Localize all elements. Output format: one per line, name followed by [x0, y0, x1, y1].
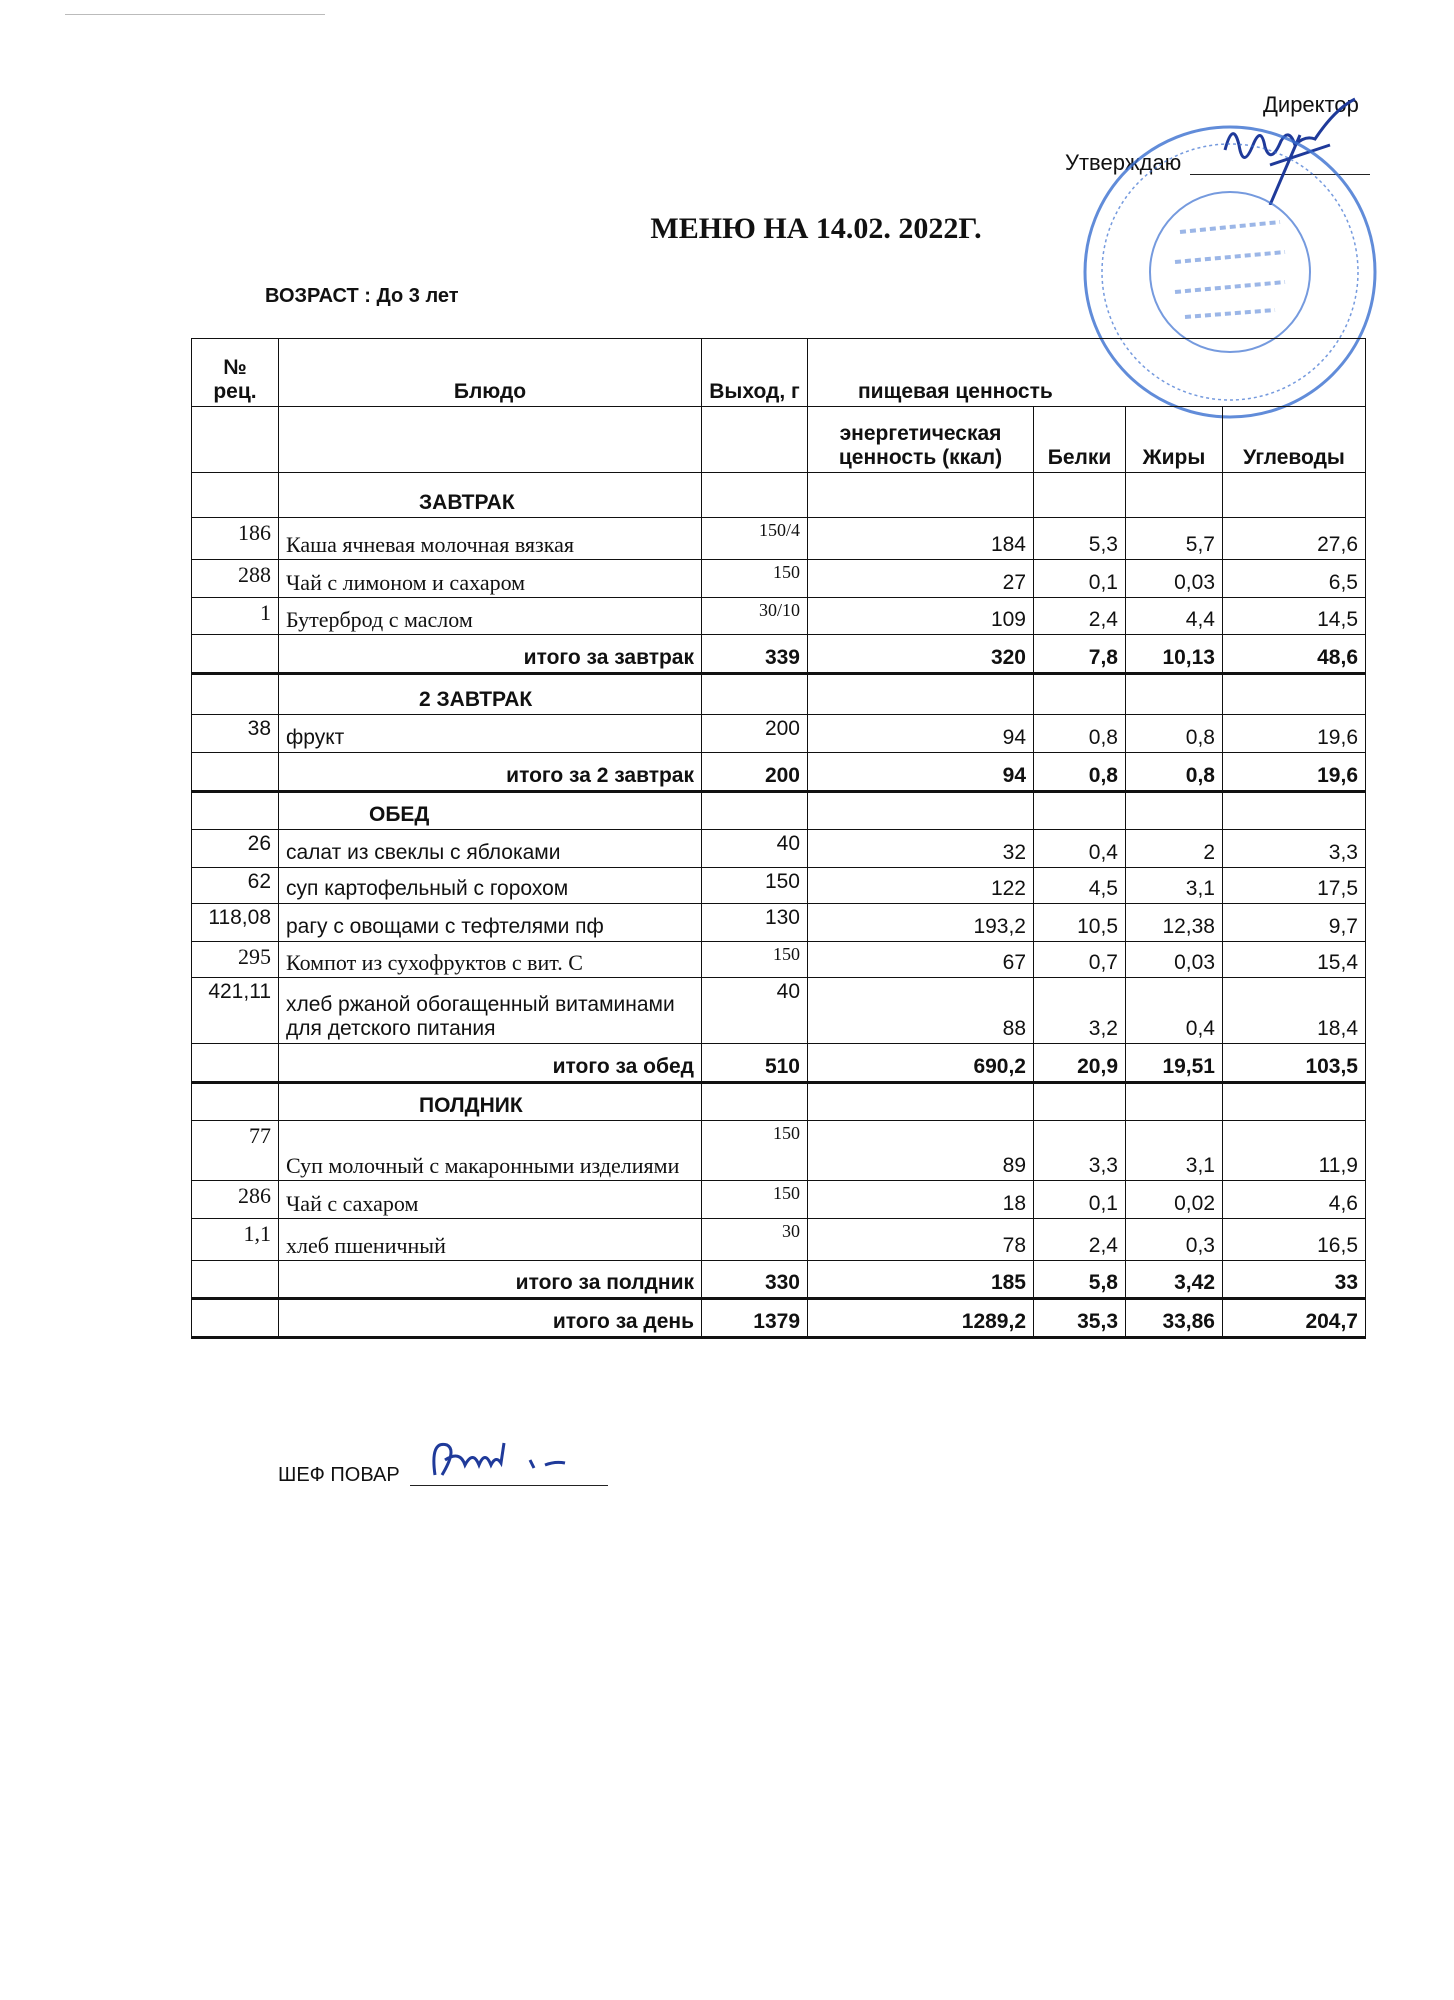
- cell-yield: 30/10: [702, 598, 808, 635]
- cell-yield: [702, 792, 808, 830]
- cell-protein: 2,4: [1034, 598, 1126, 635]
- cell-protein: 2,4: [1034, 1219, 1126, 1261]
- cell-fat: 5,7: [1126, 518, 1223, 560]
- col-fat: Жиры: [1126, 407, 1223, 473]
- cell-recipe-num: [192, 1261, 279, 1299]
- cell-yield: 30: [702, 1219, 808, 1261]
- director-label: Директор: [1263, 92, 1359, 117]
- cell-carbs: 19,6: [1223, 753, 1366, 792]
- cell-carbs: 14,5: [1223, 598, 1366, 635]
- cell-carbs: 11,9: [1223, 1121, 1366, 1181]
- cell-yield: 339: [702, 635, 808, 674]
- cell-dish: рагу с овощами с тефтелями пф: [279, 904, 702, 942]
- cell-protein: [1034, 674, 1126, 715]
- cell-recipe-num: 295: [192, 942, 279, 978]
- cell-carbs: [1223, 674, 1366, 715]
- cell-recipe-num: 286: [192, 1181, 279, 1219]
- scan-edge-line: [65, 14, 325, 15]
- cell-recipe-num: 26: [192, 830, 279, 868]
- cell-yield: 150: [702, 1181, 808, 1219]
- table-row: [192, 715, 1366, 753]
- cell-fat: 0,4: [1126, 978, 1223, 1044]
- cell-protein: 10,5: [1034, 904, 1126, 942]
- cell-protein: 0,8: [1034, 715, 1126, 753]
- cell-yield: 1379: [702, 1299, 808, 1338]
- cell-carbs: 27,6: [1223, 518, 1366, 560]
- cell-yield: 200: [702, 715, 808, 753]
- total-row: [192, 635, 1366, 674]
- table-row: [192, 1121, 1366, 1181]
- cell-fat: 0,03: [1126, 942, 1223, 978]
- cell-protein: 5,3: [1034, 518, 1126, 560]
- cell-carbs: 18,4: [1223, 978, 1366, 1044]
- cell-energy: [808, 473, 1034, 518]
- cell-carbs: 16,5: [1223, 1219, 1366, 1261]
- empty-cell: [192, 407, 279, 473]
- cell-yield: [702, 1083, 808, 1121]
- cell-energy: 193,2: [808, 904, 1034, 942]
- cell-energy: [808, 792, 1034, 830]
- cell-fat: [1126, 1083, 1223, 1121]
- cell-carbs: 15,4: [1223, 942, 1366, 978]
- total-row: [192, 1261, 1366, 1299]
- cell-carbs: 17,5: [1223, 868, 1366, 904]
- cell-fat: 3,42: [1126, 1261, 1223, 1299]
- cell-carbs: 4,6: [1223, 1181, 1366, 1219]
- cell-energy: 27: [808, 560, 1034, 598]
- cell-dish: Суп молочный с макаронными изделиями: [279, 1121, 702, 1181]
- cell-fat: 19,51: [1126, 1044, 1223, 1083]
- cell-yield: 150: [702, 942, 808, 978]
- cell-recipe-num: [192, 1044, 279, 1083]
- cell-recipe-num: 421,11: [192, 978, 279, 1044]
- cell-recipe-num: [192, 792, 279, 830]
- cell-energy: 32: [808, 830, 1034, 868]
- total-row: [192, 1044, 1366, 1083]
- cell-energy: [808, 1083, 1034, 1121]
- cell-recipe-num: [192, 1083, 279, 1121]
- cell-recipe-num: 186: [192, 518, 279, 560]
- cell-recipe-num: 62: [192, 868, 279, 904]
- cell-dish: суп картофельный с горохом: [279, 868, 702, 904]
- cell-protein: [1034, 792, 1126, 830]
- cell-yield: 40: [702, 830, 808, 868]
- section-row: [192, 674, 1366, 715]
- cell-energy: 184: [808, 518, 1034, 560]
- cell-fat: 4,4: [1126, 598, 1223, 635]
- col-dish: Блюдо: [279, 339, 702, 407]
- cell-carbs: 103,5: [1223, 1044, 1366, 1083]
- cell-fat: 12,38: [1126, 904, 1223, 942]
- cell-recipe-num: 38: [192, 715, 279, 753]
- cell-recipe-num: 288: [192, 560, 279, 598]
- cell-dish: Каша ячневая молочная вязкая: [279, 518, 702, 560]
- empty-cell: [702, 407, 808, 473]
- cell-protein: 7,8: [1034, 635, 1126, 674]
- cell-carbs: 33: [1223, 1261, 1366, 1299]
- subheader-row: [192, 407, 1366, 473]
- cell-energy: 122: [808, 868, 1034, 904]
- cell-dish: итого за полдник: [279, 1261, 702, 1299]
- cell-recipe-num: [192, 753, 279, 792]
- cell-fat: [1126, 473, 1223, 518]
- cell-energy: 185: [808, 1261, 1034, 1299]
- table-row: [192, 868, 1366, 904]
- cell-recipe-num: [192, 674, 279, 715]
- cell-dish: итого за 2 завтрак: [279, 753, 702, 792]
- cell-protein: 4,5: [1034, 868, 1126, 904]
- table-row: [192, 1181, 1366, 1219]
- cell-protein: 0,8: [1034, 753, 1126, 792]
- cell-energy: [808, 674, 1034, 715]
- cell-dish: Чай с сахаром: [279, 1181, 702, 1219]
- cell-yield: 510: [702, 1044, 808, 1083]
- cell-fat: [1126, 792, 1223, 830]
- cell-recipe-num: [192, 1299, 279, 1338]
- cell-carbs: 204,7: [1223, 1299, 1366, 1338]
- cell-recipe-num: [192, 635, 279, 674]
- cell-yield: 150: [702, 1121, 808, 1181]
- col-protein: Белки: [1034, 407, 1126, 473]
- cell-protein: [1034, 1083, 1126, 1121]
- chef-label: ШЕФ ПОВАР: [278, 1464, 400, 1486]
- cell-recipe-num: 118,08: [192, 904, 279, 942]
- total-row: [192, 753, 1366, 792]
- table-row: [192, 978, 1366, 1044]
- section-row: [192, 792, 1366, 830]
- cell-fat: 0,02: [1126, 1181, 1223, 1219]
- cell-energy: 109: [808, 598, 1034, 635]
- cell-carbs: 19,6: [1223, 715, 1366, 753]
- cell-carbs: [1223, 473, 1366, 518]
- cell-fat: 0,03: [1126, 560, 1223, 598]
- cell-fat: 0,8: [1126, 753, 1223, 792]
- cell-fat: 3,1: [1126, 1121, 1223, 1181]
- cell-protein: 0,1: [1034, 560, 1126, 598]
- cell-dish: 2 ЗАВТРАК: [279, 674, 702, 715]
- cell-dish: ОБЕД: [279, 792, 702, 830]
- cell-carbs: 9,7: [1223, 904, 1366, 942]
- cell-fat: 33,86: [1126, 1299, 1223, 1338]
- cell-fat: 2: [1126, 830, 1223, 868]
- col-num: № рец.: [192, 339, 279, 407]
- cell-protein: 0,1: [1034, 1181, 1126, 1219]
- cell-energy: 67: [808, 942, 1034, 978]
- empty-cell: [279, 407, 702, 473]
- cell-protein: 0,4: [1034, 830, 1126, 868]
- cell-carbs: [1223, 792, 1366, 830]
- cell-recipe-num: 1,1: [192, 1219, 279, 1261]
- cell-fat: 0,3: [1126, 1219, 1223, 1261]
- cell-recipe-num: [192, 473, 279, 518]
- col-energy: энергетическая ценность (ккал): [808, 407, 1034, 473]
- cell-energy: 18: [808, 1181, 1034, 1219]
- cell-dish: Чай с лимоном и сахаром: [279, 560, 702, 598]
- cell-dish: ЗАВТРАК: [279, 473, 702, 518]
- table-row: [192, 942, 1366, 978]
- cell-dish: хлеб ржаной обогащенный витаминами для детского питания: [279, 978, 702, 1044]
- cell-yield: 150: [702, 560, 808, 598]
- cell-fat: [1126, 674, 1223, 715]
- cell-yield: 200: [702, 753, 808, 792]
- cell-fat: 10,13: [1126, 635, 1223, 674]
- cell-energy: 94: [808, 715, 1034, 753]
- cell-carbs: 6,5: [1223, 560, 1366, 598]
- cell-dish: ПОЛДНИК: [279, 1083, 702, 1121]
- section-row: [192, 1083, 1366, 1121]
- cell-yield: [702, 473, 808, 518]
- cell-energy: 88: [808, 978, 1034, 1044]
- cell-dish: фрукт: [279, 715, 702, 753]
- table-row: [192, 560, 1366, 598]
- table-row: [192, 1219, 1366, 1261]
- cell-yield: [702, 674, 808, 715]
- cell-yield: 150: [702, 868, 808, 904]
- page-title: МЕНЮ НА 14.02. 2022Г.: [650, 212, 982, 245]
- cell-protein: [1034, 473, 1126, 518]
- cell-energy: 690,2: [808, 1044, 1034, 1083]
- cell-yield: 330: [702, 1261, 808, 1299]
- table-row: [192, 904, 1366, 942]
- cell-energy: 320: [808, 635, 1034, 674]
- cell-energy: 94: [808, 753, 1034, 792]
- cell-energy: 78: [808, 1219, 1034, 1261]
- cell-carbs: 48,6: [1223, 635, 1366, 674]
- table-row: [192, 518, 1366, 560]
- chef-signature-icon: [420, 1430, 590, 1490]
- cell-dish: хлеб пшеничный: [279, 1219, 702, 1261]
- table-row: [192, 598, 1366, 635]
- age-label: ВОЗРАСТ : До 3 лет: [265, 285, 459, 307]
- cell-protein: 35,3: [1034, 1299, 1126, 1338]
- total-row: [192, 1299, 1366, 1338]
- cell-yield: 150/4: [702, 518, 808, 560]
- col-yield: Выход, г: [702, 339, 808, 407]
- cell-energy: 1289,2: [808, 1299, 1034, 1338]
- cell-carbs: [1223, 1083, 1366, 1121]
- cell-protein: 5,8: [1034, 1261, 1126, 1299]
- cell-fat: 0,8: [1126, 715, 1223, 753]
- section-row: [192, 473, 1366, 518]
- cell-dish: салат из свеклы с яблоками: [279, 830, 702, 868]
- col-carbs: Углеводы: [1223, 407, 1366, 473]
- cell-protein: 3,3: [1034, 1121, 1126, 1181]
- cell-energy: 89: [808, 1121, 1034, 1181]
- cell-recipe-num: 77: [192, 1121, 279, 1181]
- cell-protein: 3,2: [1034, 978, 1126, 1044]
- cell-carbs: 3,3: [1223, 830, 1366, 868]
- col-nutrition: пищевая ценность: [808, 339, 1366, 407]
- cell-protein: 20,9: [1034, 1044, 1126, 1083]
- cell-fat: 3,1: [1126, 868, 1223, 904]
- header-row: [192, 339, 1366, 407]
- table-row: [192, 830, 1366, 868]
- cell-dish: итого за день: [279, 1299, 702, 1338]
- cell-protein: 0,7: [1034, 942, 1126, 978]
- cell-yield: 130: [702, 904, 808, 942]
- cell-dish: итого за обед: [279, 1044, 702, 1083]
- cell-dish: итого за завтрак: [279, 635, 702, 674]
- cell-yield: 40: [702, 978, 808, 1044]
- cell-dish: Компот из сухофруктов с вит. С: [279, 942, 702, 978]
- approve-label: Утверждаю: [1065, 150, 1182, 175]
- cell-recipe-num: 1: [192, 598, 279, 635]
- menu-table: [191, 338, 1366, 1339]
- cell-dish: Бутерброд с маслом: [279, 598, 702, 635]
